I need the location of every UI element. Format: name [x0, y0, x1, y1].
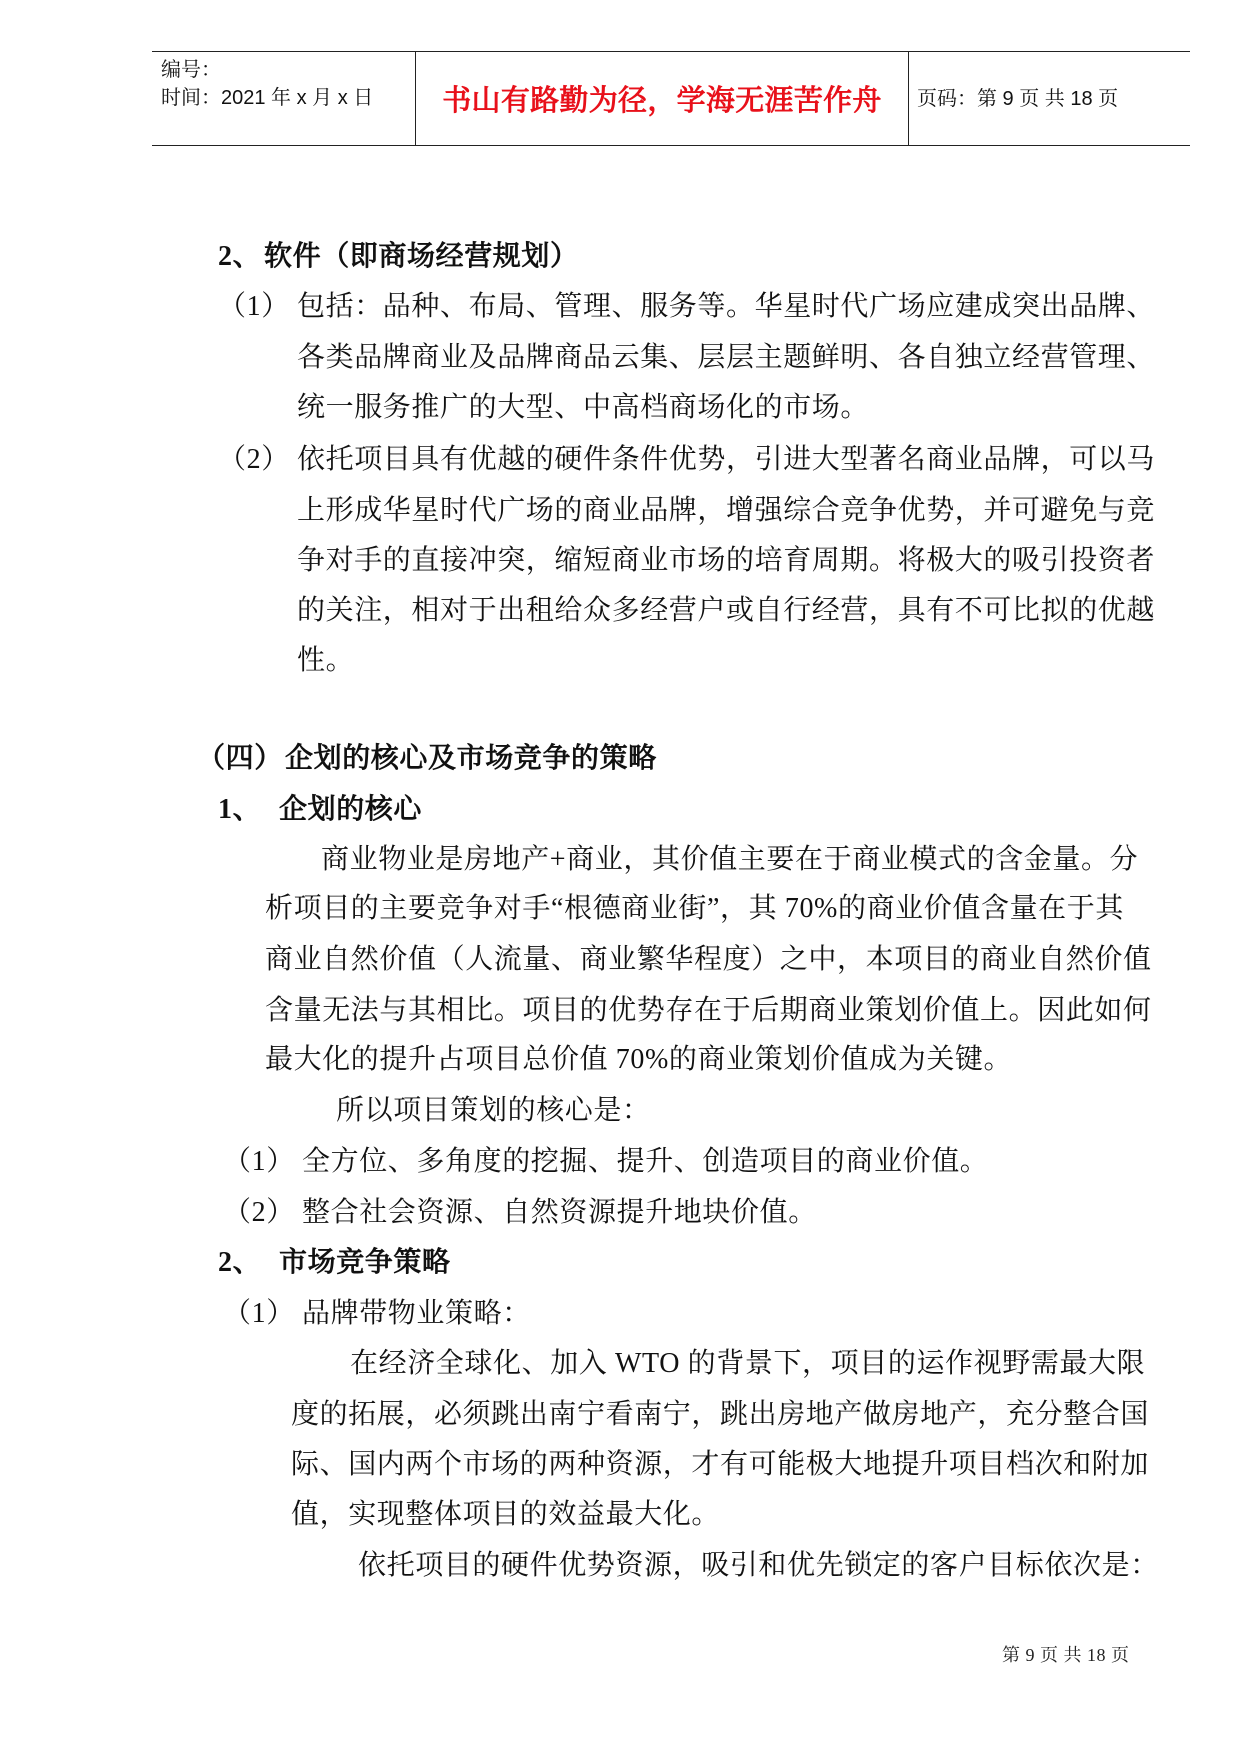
page-footer-number: 第 9 页 共 18 页 [1002, 1645, 1130, 1665]
subsection-number: 2、 [218, 1247, 262, 1278]
list-marker: （2） [218, 444, 290, 475]
list-item-text: 全方位、多角度的挖掘、提升、创造项目的商业价值。 [302, 1146, 989, 1177]
closing-line: 依托项目的硬件优势资源，吸引和优先锁定的客户目标依次是： [358, 1550, 1159, 1581]
section-marker: （四） [197, 743, 283, 774]
header-page-info: 页码：第 9 页 共 18 页 [917, 88, 1119, 110]
section-heading: 企划的核心及市场竞争的策略 [285, 743, 657, 774]
paragraph-line: 含量无法与其相比。项目的优势存在于后期商业策划价值上。因此如何 [265, 995, 1152, 1026]
paragraph-line: 包括：品种、布局、管理、服务等。华星时代广场应建成突出品牌、 [297, 291, 1156, 322]
paragraph-line: 依托项目具有优越的硬件条件优势，引进大型著名商业品牌，可以马 [297, 444, 1156, 475]
list-marker: （1） [218, 291, 290, 322]
section-heading: 软件（即商场经营规划） [264, 241, 579, 272]
paragraph-line: 争对手的直接冲突，缩短商业市场的培育周期。将极大的吸引投资者 [297, 545, 1156, 576]
paragraph-line: 际、国内两个市场的两种资源，才有可能极大地提升项目档次和附加 [291, 1449, 1150, 1480]
paragraph-line: 商业物业是房地产+商业，其价值主要在于商业模式的含金量。分 [321, 844, 1139, 875]
paragraph-line: 各类品牌商业及品牌商品云集、层层主题鲜明、各自独立经营管理、 [297, 342, 1156, 373]
paragraph-line: 度的拓展，必须跳出南宁看南宁，跳出房地产做房地产，充分整合国 [291, 1399, 1150, 1430]
list-marker: （2） [223, 1197, 295, 1228]
subsection-heading: 市场竞争策略 [279, 1247, 451, 1278]
lead-line: 所以项目策划的核心是： [336, 1095, 651, 1126]
list-item-text: 整合社会资源、自然资源提升地块价值。 [302, 1197, 817, 1228]
header-motto: 书山有路勤为径，学海无涯苦作舟 [442, 85, 882, 117]
list-marker: （1） [223, 1146, 295, 1177]
paragraph-line: 统一服务推广的大型、中高档商场化的市场。 [297, 392, 870, 423]
subsection-number: 1、 [218, 794, 262, 825]
paragraph-line: 商业自然价值（人流量、商业繁华程度）之中，本项目的商业自然价值 [265, 944, 1152, 975]
paragraph-line: 性。 [297, 645, 355, 676]
section-number: 2、 [218, 241, 262, 272]
header-date-label: 时间：2021 年 x 月 x 日 [161, 87, 374, 109]
subsection-heading: 企划的核心 [279, 794, 423, 825]
header-bottom-rule [152, 145, 1190, 146]
list-marker: （1） [223, 1298, 295, 1329]
paragraph-line: 的关注，相对于出租给众多经营户或自行经营，具有不可比拟的优越 [297, 595, 1156, 626]
paragraph-line: 上形成华星时代广场的商业品牌，增强综合竞争优势，并可避免与竞 [297, 495, 1156, 526]
paragraph-line: 在经济全球化、加入 WTO 的背景下，项目的运作视野需最大限 [350, 1348, 1146, 1379]
header-divider-right [908, 51, 909, 146]
header-motto-cell [416, 52, 908, 145]
paragraph-line: 值，实现整体项目的效益最大化。 [291, 1499, 721, 1530]
list-item-text: 品牌带物业策略： [302, 1298, 531, 1329]
paragraph-line: 析项目的主要竞争对手“根德商业街”，其 70%的商业价值含量在于其 [265, 893, 1124, 924]
paragraph-line: 最大化的提升占项目总价值 70%的商业策划价值成为关键。 [265, 1044, 1013, 1075]
header-serial-label: 编号： [161, 59, 221, 81]
